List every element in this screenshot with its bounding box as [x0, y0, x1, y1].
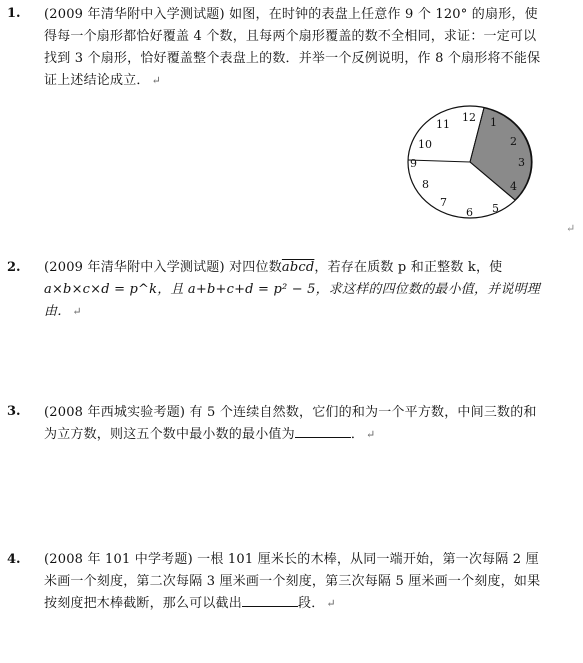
clock-number-1: 1	[490, 116, 497, 129]
problem-4-number: 4.	[7, 552, 21, 567]
problem-2-line1-pre: (2009 年清华附中入学测试题) 对四位数	[44, 260, 282, 275]
overline-number: abcd	[281, 260, 315, 275]
paragraph-mark: ↵	[72, 305, 82, 318]
problem-1-text	[44, 4, 544, 92]
problem-3-text	[44, 402, 544, 446]
clock-number-10: 10	[418, 138, 432, 151]
problem-3-body: (2008 年西城实验考题) 有 5 个连续自然数，它们的和为一个平方数，中间三数的和为立方数，则这五个数中最小数的最小值为	[44, 405, 537, 442]
clock-number-2: 2	[510, 135, 517, 148]
clock-figure	[406, 104, 534, 220]
problem-4-end: 段．	[298, 596, 325, 611]
clock-number-4: 4	[510, 180, 517, 193]
clock-number-7: 7	[440, 196, 447, 209]
problem-2-text	[44, 257, 544, 323]
problem-2-line1-post: ，若存在质数 p 和正整数 k，使	[314, 260, 503, 275]
problem-1-body: (2009 年清华附中入学测试题) 如图，在时钟的表盘上任意作 9 个 120° 的扇形，使得每一个扇形都恰好覆盖 4 个数，且每两个扇形覆盖的数不全相同，求证：一定可以找到 3 个扇形，恰好覆盖整个表盘上的数．并举一个反例说明，作 8 个扇形将不能保证上述结论成立．	[44, 7, 541, 88]
clock-number-12: 12	[462, 111, 476, 124]
clock-number-6: 6	[466, 206, 473, 219]
paragraph-mark: ↵	[151, 74, 162, 87]
paragraph-mark: ↵	[366, 428, 376, 441]
problem-1-number: 1.	[7, 6, 21, 21]
problem-3-number: 3.	[7, 404, 21, 419]
answer-blank[interactable]	[242, 593, 298, 607]
clock-number-8: 8	[422, 178, 429, 191]
problem-3-end: ．	[350, 427, 365, 442]
clock-number-11: 11	[436, 118, 450, 131]
paragraph-mark-figure: ↵	[566, 222, 576, 235]
answer-blank[interactable]	[295, 424, 351, 438]
problem-4-text	[44, 549, 544, 615]
clock-number-5: 5	[492, 202, 499, 215]
clock-number-3: 3	[518, 156, 525, 169]
problem-2-number: 2.	[7, 260, 21, 275]
problem-2-line2: a×b×c×d = p^k，且 a+b+c+d = p² − 5，求这样的四位数的最小值，并说明理由．	[44, 282, 541, 319]
problem-4-body: (2008 年 101 中学考题) 一根 101 厘米长的木棒，从同一端开始，第一次每隔 2 厘米画一个刻度，第二次每隔 3 厘米画一个刻度，第三次每隔 5 厘米画一个刻度，如果按刻度把木棒截断，那么可以截出	[44, 552, 541, 611]
clock-number-9: 9	[410, 157, 417, 170]
paragraph-mark: ↵	[326, 597, 336, 610]
